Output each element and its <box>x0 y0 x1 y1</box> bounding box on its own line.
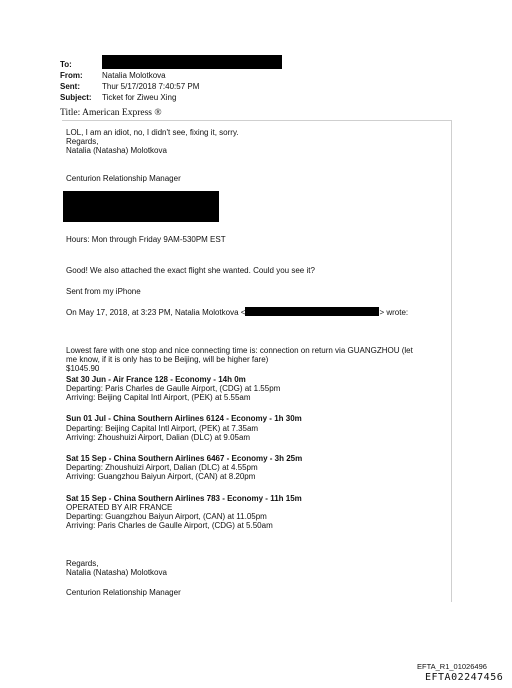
flight-title: Sun 01 Jul - China Southern Airlines 6124 - Economy - 1h 30m <box>66 414 302 423</box>
flight-line: Arriving: Guangzhou Baiyun Airport, (CAN) at 8.20pm <box>66 472 256 481</box>
redacted-block <box>63 191 219 222</box>
subject-value: Ticket for Ziweu Xing <box>102 93 177 102</box>
flight-title: Sat 15 Sep - China Southern Airlines 6467 - Economy - 3h 25m <box>66 454 303 463</box>
from-row <box>60 70 282 81</box>
sent-value: Thur 5/17/2018 7:40:57 PM <box>102 82 200 91</box>
sent-row <box>60 81 282 92</box>
sent-label: Sent: <box>60 82 80 91</box>
to-label: To: <box>60 60 72 69</box>
body-line: LOL, I am an idiot, no, I didn't see, fixing it, sorry. <box>66 128 239 137</box>
flight-title: Sat 15 Sep - China Southern Airlines 783 - Economy - 11h 15m <box>66 494 302 503</box>
email-header <box>60 59 282 103</box>
quote-prefix: On May 17, 2018, at 3:23 PM, Natalia Molotkova < <box>66 308 246 317</box>
document-id: EFTA02247456 <box>425 672 504 683</box>
bates-number: EFTA_R1_01026496 <box>417 662 487 671</box>
redacted-block <box>102 55 282 69</box>
flight-line: Departing: Beijing Capital Intl Airport, (PEK) at 7.35am <box>66 424 259 433</box>
quote-suffix: > wrote: <box>379 308 409 317</box>
body-line: Regards, <box>66 559 99 568</box>
body-line: Natalia (Natasha) Molotkova <box>66 568 167 577</box>
quote-line <box>66 307 408 317</box>
flight-title: Sat 30 Jun - Air France 128 - Economy - 14h 0m <box>66 375 246 384</box>
flight-line: Departing: Guangzhou Baiyun Airport, (CAN) at 11.05pm <box>66 512 267 521</box>
document-title: Title: American Express ® <box>60 108 162 118</box>
body-line: Regards, <box>66 137 99 146</box>
subject-label: Subject: <box>60 93 92 102</box>
flight-line: Arriving: Paris Charles de Gaulle Airport, (CDG) at 5.50am <box>66 521 273 530</box>
body-line: me know, if it is only has to be Beijing, will be higher fare) <box>66 355 269 364</box>
body-line: Sent from my iPhone <box>66 287 141 296</box>
price: $1045.90 <box>66 364 100 373</box>
to-row <box>60 59 282 70</box>
body-line: Hours: Mon through Friday 9AM-530PM EST <box>66 235 226 244</box>
body-line: Centurion Relationship Manager <box>66 174 181 183</box>
body-line: Good! We also attached the exact flight she wanted. Could you see it? <box>66 266 315 275</box>
body-line: Centurion Relationship Manager <box>66 588 181 597</box>
subject-row <box>60 92 282 103</box>
flight-line: Departing: Paris Charles de Gaulle Airport, (CDG) at 1.55pm <box>66 384 281 393</box>
flight-line: OPERATED BY AIR FRANCE <box>66 503 173 512</box>
redacted-block <box>245 307 379 316</box>
flight-line: Arriving: Zhoushuizi Airport, Dalian (DLC) at 9.05am <box>66 433 251 442</box>
flight-line: Departing: Zhoushuizi Airport, Dalian (DLC) at 4.55pm <box>66 463 258 472</box>
from-value: Natalia Molotkova <box>102 71 166 80</box>
from-label: From: <box>60 71 83 80</box>
body-line: Natalia (Natasha) Molotkova <box>66 146 167 155</box>
flight-line: Arriving: Beijing Capital Intl Airport, (PEK) at 5.55am <box>66 393 251 402</box>
body-line: Lowest fare with one stop and nice connecting time is: connection on return via GUANGZHOU (let <box>66 346 413 355</box>
